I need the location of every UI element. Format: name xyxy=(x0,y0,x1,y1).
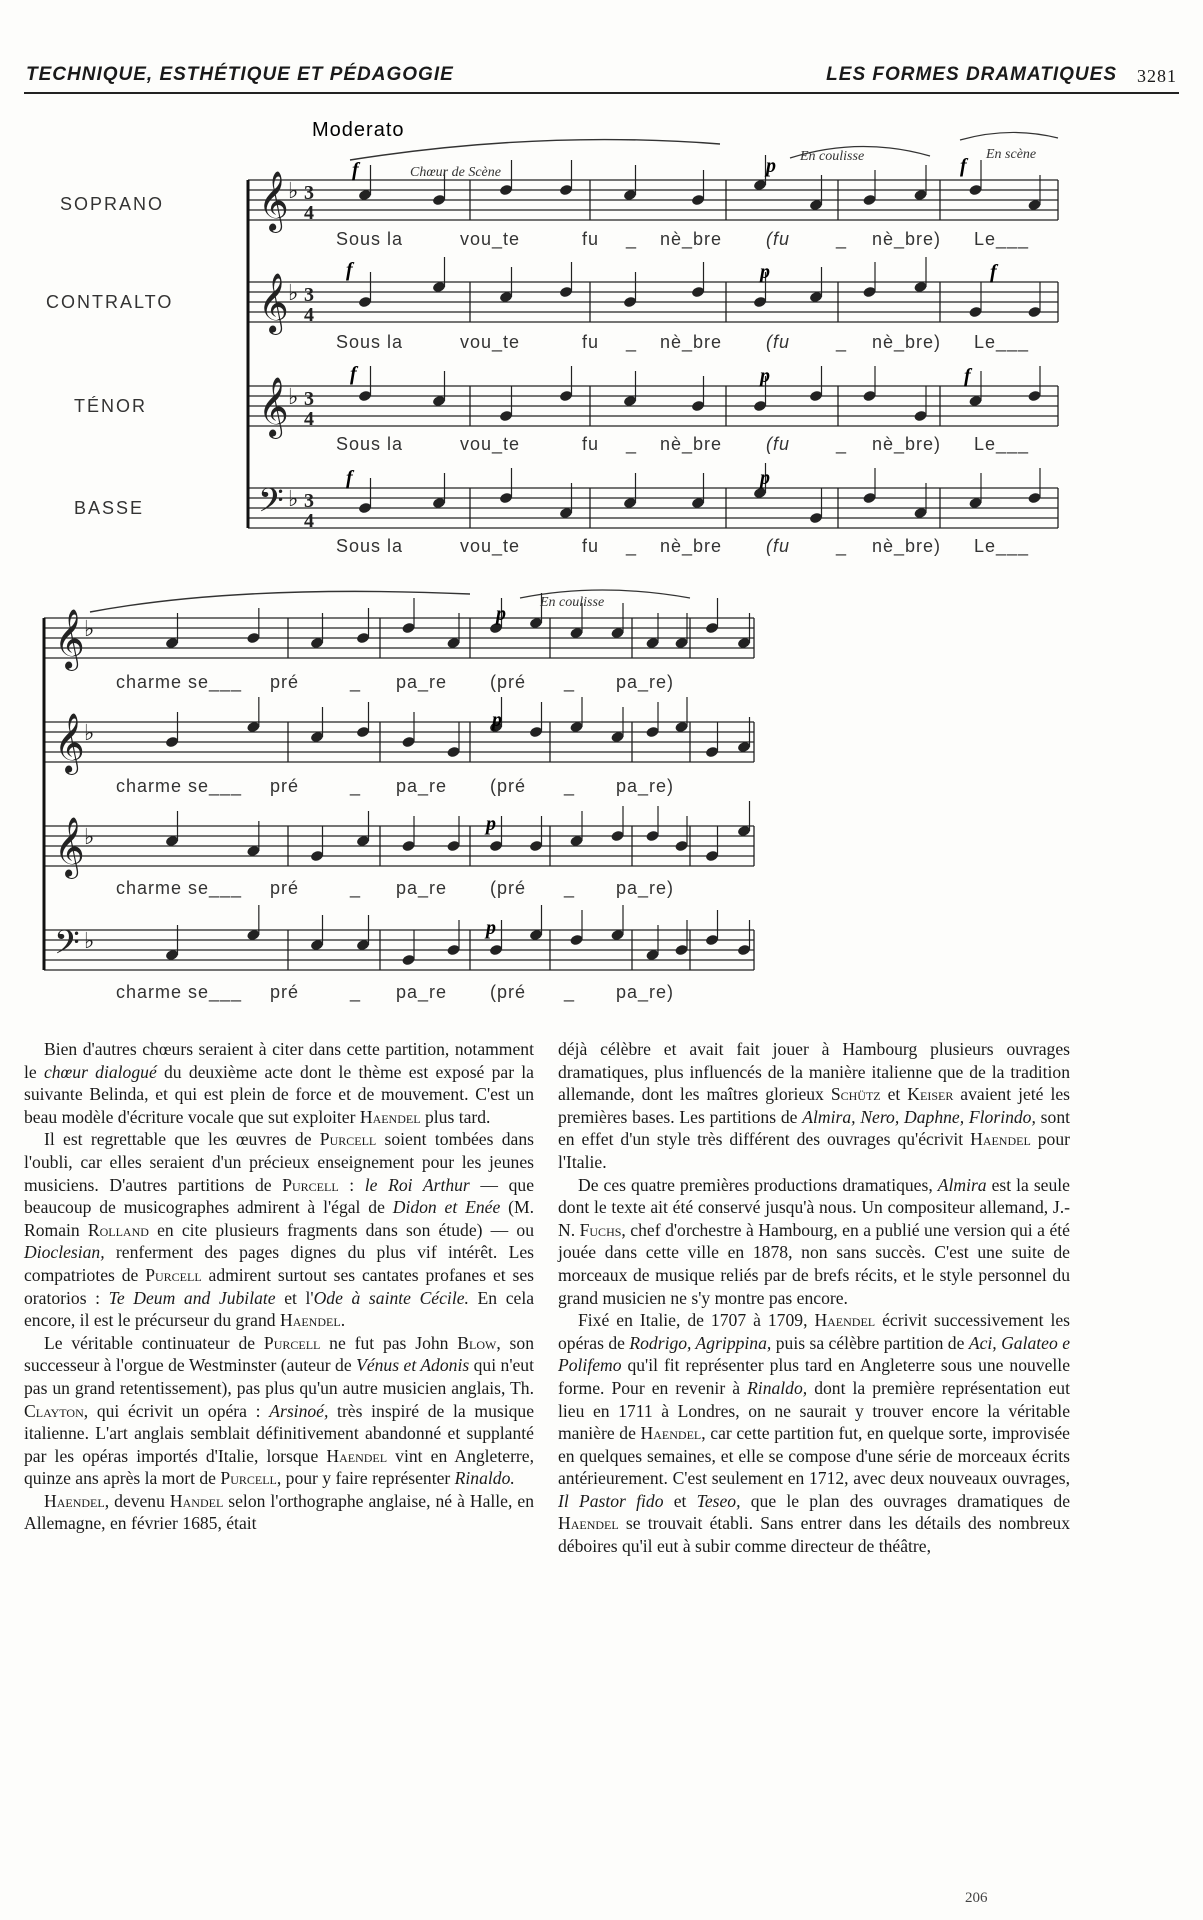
time-signature-top: 3 xyxy=(304,388,314,410)
lyric-syllable: Le___ xyxy=(974,332,1030,352)
lyric-syllable: _ xyxy=(836,536,848,556)
text-run: De ces quatre premières productions dramatiques, xyxy=(578,1174,938,1195)
text-run: Bien d'autres chœurs seraient à citer dans cette partition, notamment le xyxy=(24,1039,534,1082)
lyric-syllable: pa_re xyxy=(396,982,448,1002)
paragraph xyxy=(24,1128,534,1331)
text-run: Haendel xyxy=(279,1310,341,1331)
text-run: déjà célèbre et avait fait jouer à Hambourg plusieurs ouvrages dramatiques, plus influencés de la manière italienne que de la tradition allemande, dont les maîtres glorieux xyxy=(558,1039,1070,1105)
text-run: Schütz xyxy=(830,1084,881,1105)
header-left-title: TECHNIQUE, ESTHÉTIQUE ET PÉDAGOGIE xyxy=(26,64,454,85)
text-run: Purcell xyxy=(319,1129,377,1150)
paragraph xyxy=(24,1332,534,1490)
text-run: , devenu xyxy=(104,1490,170,1511)
lyric-syllable: fu xyxy=(582,229,600,249)
lyric-syllable: _ xyxy=(350,672,362,692)
lyric-syllable: charme se___ xyxy=(116,982,243,1002)
flat-icon: ♭ xyxy=(288,281,299,306)
left-column xyxy=(24,1038,534,1535)
text-run: , chef d'orchestre à Hambourg, en a publié une version qui a été jouée dans cette ville en 1878, non sans succès. C'est une suite de morceaux de musique reliés par de brefs récits, et le style personnel du grand musicien ne s'y montre pas encore. xyxy=(558,1219,1070,1308)
flat-icon: ♭ xyxy=(84,929,95,954)
text-run: ne fut pas John xyxy=(320,1332,458,1353)
text-run: écrivit successivement les opéras de xyxy=(558,1310,1070,1353)
text-run: et xyxy=(880,1084,908,1105)
voice-label-basse: BASSE xyxy=(74,498,145,518)
paragraph xyxy=(24,1038,534,1128)
treble-clef-icon: 𝄞 xyxy=(54,713,85,773)
text-run: avaient jeté les premières bases. Les partitions de xyxy=(558,1084,1071,1127)
lyric-syllable: pa_re) xyxy=(616,982,675,1002)
header-rule xyxy=(24,92,1179,94)
text-run: . xyxy=(340,1310,346,1331)
text-run: Fixé en Italie, de 1707 à 1709, xyxy=(578,1310,815,1331)
text-run: du deuxième acte dont le thème est exposé par la suivante Belinda, et qui est plein de force et de mouvement. C'est un beau modèle d'écriture vocale que sut exploiter xyxy=(24,1061,534,1127)
text-run: Arsinoé, xyxy=(269,1400,329,1421)
lyric-syllable: fu xyxy=(582,332,600,352)
lyric-syllable: Sous la xyxy=(336,229,404,249)
text-run: Te Deum and Jubilate xyxy=(108,1287,276,1308)
header-right-title: LES FORMES DRAMATIQUES xyxy=(826,64,1117,85)
time-signature-bottom: 4 xyxy=(304,510,314,532)
lyric-syllable: _ xyxy=(626,434,638,454)
dynamic-f2-contralto: f xyxy=(990,261,997,283)
text-run: plus tard. xyxy=(420,1106,491,1127)
flat-icon: ♭ xyxy=(84,825,95,850)
dynamic-p-soprano: p xyxy=(766,155,776,177)
lyric-syllable: Sous la xyxy=(336,536,404,556)
text-run: Almira, Nero, Daphne, Florindo, xyxy=(802,1106,1036,1127)
music-score xyxy=(0,100,1203,1020)
text-run: Haendel xyxy=(640,1423,702,1444)
lyric-syllable: pré xyxy=(270,982,300,1002)
text-run: Haendel xyxy=(359,1106,421,1127)
lyric-syllable: charme se___ xyxy=(116,776,243,796)
lyric-syllable: Le___ xyxy=(974,536,1030,556)
lyric-syllable: pré xyxy=(270,776,300,796)
slur-phrase xyxy=(350,140,720,160)
time-signature-top: 3 xyxy=(304,490,314,512)
text-run: Clayton xyxy=(24,1400,84,1421)
right-column xyxy=(558,1038,1070,1558)
lyric-syllable: _ xyxy=(350,982,362,1002)
text-run: Il Pastor fido xyxy=(558,1490,664,1511)
paragraph xyxy=(558,1309,1070,1558)
text-run: Haendel xyxy=(558,1513,619,1534)
running-header xyxy=(26,64,1177,92)
text-run: admirent surtout ses cantates profanes et ses oratorios : xyxy=(24,1264,535,1308)
lyric-syllable: _ xyxy=(626,536,638,556)
text-run: Rodrigo, Agrippina, xyxy=(629,1332,772,1353)
annotation-en-scene: En scène xyxy=(986,147,1037,162)
lyric-syllable: _ xyxy=(626,229,638,249)
text-run: Rinaldo. xyxy=(454,1468,515,1489)
page-number: 3281 xyxy=(1137,66,1177,86)
dynamic-p-sys2-tenor: p xyxy=(486,813,496,835)
text-run: puis sa célèbre partition de xyxy=(771,1332,969,1353)
lyric-syllable: pa_re xyxy=(396,776,448,796)
dynamic-f2-tenor: f xyxy=(964,365,971,387)
lyric-syllable: pa_re) xyxy=(616,878,675,898)
flat-icon: ♭ xyxy=(288,487,299,512)
lyric-syllable: vou_te xyxy=(460,229,521,249)
text-run: renferment des pages dignes du plus vif intérêt. Les compatriotes de xyxy=(24,1242,534,1285)
lyric-syllable: _ xyxy=(350,878,362,898)
annotation-en-coulisse-2: En coulisse xyxy=(540,595,605,610)
dynamic-p-sys2-basse: p xyxy=(486,917,496,939)
lyric-syllable: _ xyxy=(564,776,576,796)
time-signature-bottom: 4 xyxy=(304,202,314,224)
lyric-syllable: nè_bre) xyxy=(872,332,942,352)
lyric-syllable: _ xyxy=(836,434,848,454)
text-run: Almira xyxy=(937,1174,987,1195)
tempo-marking: Moderato xyxy=(312,119,405,141)
annotation-en-coulisse-1: En coulisse xyxy=(800,149,865,164)
lyric-syllable: fu xyxy=(582,434,600,454)
dynamic-f-basse: f xyxy=(346,467,353,489)
lyric-syllable: charme se___ xyxy=(116,672,243,692)
flat-icon: ♭ xyxy=(288,385,299,410)
text-run: et xyxy=(663,1490,697,1511)
treble-clef-icon: 𝄞 xyxy=(54,817,85,877)
text-run: Haendel xyxy=(326,1445,388,1466)
lyrics-layer xyxy=(116,229,1029,1003)
text-run: (M. Romain xyxy=(24,1197,535,1240)
text-run: Purcell xyxy=(145,1264,202,1285)
lyric-syllable: _ xyxy=(836,229,848,249)
text-run: en cite plusieurs fragments dans son étude) — ou xyxy=(148,1219,535,1240)
dynamic-p-basse: p xyxy=(760,467,770,489)
dynamic-p-contralto: p xyxy=(760,261,770,283)
text-run: Le véritable continuateur de xyxy=(44,1332,264,1353)
dynamic-f2-soprano: f xyxy=(960,155,967,177)
annotation-choeur-de-scene: Chœur de Scène xyxy=(410,165,501,180)
text-run: , qui écrivit un opéra : xyxy=(83,1400,270,1421)
flat-icon: ♭ xyxy=(84,721,95,746)
text-run: , car cette partition fut, en quelque sorte, improvisée en quelques semaines, et elle se compose d'une série de morceaux écrits antérieurement. C'est seulement en 1712, avec deux nouveaux ouvrages, xyxy=(558,1423,1070,1489)
voice-label-contralto: CONTRALTO xyxy=(46,292,174,312)
text-run: est la seule dont le texte ait été conservé jusqu'à nous. Un compositeur allemand, J.-N. xyxy=(558,1174,1070,1240)
time-signature-bottom: 4 xyxy=(304,304,314,326)
text-run: Purcell xyxy=(263,1332,321,1353)
text-run: vint en Angleterre, quinze ans après la mort de xyxy=(24,1445,534,1489)
text-run: Rolland xyxy=(87,1219,149,1240)
lyric-syllable: _ xyxy=(350,776,362,796)
text-run: soient tombées dans l'oubli, car elles seraient d'un précieux enseignement pour les jeunes musiciens. D'autres partitions de xyxy=(24,1129,534,1195)
text-run: Purcell xyxy=(220,1468,277,1489)
lyric-syllable: _ xyxy=(564,982,576,1002)
treble-clef-icon: 𝄞 xyxy=(258,377,289,437)
text-run: Rinaldo, xyxy=(747,1377,808,1398)
lyric-syllable: _ xyxy=(564,672,576,692)
lyric-syllable: _ xyxy=(626,332,638,352)
lyric-syllable: pa_re xyxy=(396,878,448,898)
text-run: Il est regrettable que les œuvres de xyxy=(44,1129,320,1150)
dynamic-p-sys2-soprano: p xyxy=(496,603,506,625)
dynamic-p-tenor: p xyxy=(760,365,770,387)
dynamic-f-soprano: f xyxy=(352,159,359,181)
lyric-syllable: vou_te xyxy=(460,536,521,556)
text-run: et l' xyxy=(275,1287,314,1308)
text-run: Haendel xyxy=(44,1490,105,1511)
lyric-syllable: (fu xyxy=(766,434,791,454)
text-run: le Roi Arthur xyxy=(364,1174,470,1195)
lyric-syllable: _ xyxy=(564,878,576,898)
lyric-syllable: (pré xyxy=(490,776,527,796)
time-signature-top: 3 xyxy=(304,182,314,204)
lyric-syllable: (fu xyxy=(766,536,791,556)
text-run: Keiser xyxy=(907,1084,954,1105)
lyric-syllable: vou_te xyxy=(460,434,521,454)
bass-clef-icon: 𝄢 xyxy=(258,482,284,528)
text-run: En cela encore, il est le précurseur du grand xyxy=(24,1287,535,1331)
lyric-syllable: Sous la xyxy=(336,332,404,352)
lyric-syllable: nè_bre xyxy=(660,229,723,249)
treble-clef-icon: 𝄞 xyxy=(258,273,289,333)
lyric-syllable: (fu xyxy=(766,229,791,249)
dynamic-f-tenor: f xyxy=(350,363,357,385)
text-run: sont en effet d'un style très différent des ouvrages qu'écrivit xyxy=(558,1106,1071,1150)
text-run: Haendel xyxy=(814,1310,876,1331)
text-run: qu'il fit représenter plus tard en Angleterre sous une nouvelle forme. Pour en revenir à xyxy=(558,1355,1070,1398)
lyric-syllable: vou_te xyxy=(460,332,521,352)
lyric-syllable: pa_re) xyxy=(616,776,675,796)
lyric-syllable: nè_bre xyxy=(660,434,723,454)
lyric-syllable: nè_bre) xyxy=(872,229,942,249)
text-run: — que beaucoup de musicographes admirent à l'égal de xyxy=(24,1174,535,1218)
text-run: , son successeur à l'orgue de Westminster (auteur de xyxy=(24,1332,534,1376)
lyric-syllable: Le___ xyxy=(974,229,1030,249)
paragraph xyxy=(24,1490,534,1535)
lyric-syllable: nè_bre xyxy=(660,536,723,556)
lyric-syllable: nè_bre) xyxy=(872,434,942,454)
text-run: Aci, Galateo e Polifemo xyxy=(558,1332,1071,1376)
text-run: Handel xyxy=(169,1490,224,1511)
lyric-syllable: fu xyxy=(582,536,600,556)
lyric-syllable: pré xyxy=(270,672,300,692)
lyric-syllable: (pré xyxy=(490,878,527,898)
text-run: Ode à sainte Cécile. xyxy=(313,1287,469,1308)
lyric-syllable: nè_bre) xyxy=(872,536,942,556)
lyric-syllable: (pré xyxy=(490,982,527,1002)
lyric-syllable: pa_re xyxy=(396,672,448,692)
paragraph xyxy=(558,1174,1070,1310)
text-run: Fuchs xyxy=(579,1219,622,1240)
lyric-syllable: Sous la xyxy=(336,434,404,454)
flat-icon: ♭ xyxy=(288,179,299,204)
voice-label-tenor: TÉNOR xyxy=(74,396,147,416)
text-run: , pour y faire représenter xyxy=(276,1468,455,1489)
lyric-syllable: nè_bre xyxy=(660,332,723,352)
score-notes xyxy=(165,155,1042,966)
text-run: Purcell xyxy=(282,1174,339,1195)
text-run: : xyxy=(338,1174,365,1195)
text-run: pour l'Italie. xyxy=(558,1129,1071,1172)
lyric-syllable: (fu xyxy=(766,332,791,352)
text-run: selon l'orthographe anglaise, né à Halle, en Allemagne, en février 1685, était xyxy=(24,1490,534,1534)
bass-clef-icon: 𝄢 xyxy=(54,924,80,970)
slur-phrase-2 xyxy=(90,591,470,612)
text-run: Vénus et Adonis xyxy=(356,1355,470,1376)
text-run: Teseo, xyxy=(696,1490,741,1511)
voice-label-soprano: SOPRANO xyxy=(60,194,165,214)
time-signature-bottom: 4 xyxy=(304,408,314,430)
lyric-syllable: Le___ xyxy=(974,434,1030,454)
text-run: que le plan des ouvrages dramatiques de xyxy=(740,1490,1071,1511)
time-signature-top: 3 xyxy=(304,284,314,306)
text-run: très inspiré de la musique italienne. L'art anglais semblait définitivement abandonné et supplanté par les opéras importés d'Italie, lorsque xyxy=(24,1400,535,1466)
flat-icon: ♭ xyxy=(84,617,95,642)
text-run: qui n'eut pas un grand retentissement), pas plus qu'un autre musicien anglais, Th. xyxy=(24,1355,534,1398)
paragraph xyxy=(558,1038,1070,1174)
treble-clef-icon: 𝄞 xyxy=(258,171,289,231)
text-run: Dioclesian, xyxy=(24,1242,105,1263)
text-run: se trouvait établi. Sans entrer dans les détails des nombreux déboires qu'il eut à subir comme directeur de théâtre, xyxy=(558,1513,1070,1557)
lyric-syllable: (pré xyxy=(490,672,527,692)
text-run: Haendel xyxy=(970,1129,1031,1150)
lyric-syllable: pa_re) xyxy=(616,672,675,692)
dynamic-f-contralto: f xyxy=(346,259,353,281)
text-run: dont la première représentation eut lieu en 1711 à Londres, on ne saurait y trouver encore la véritable manière de xyxy=(558,1377,1070,1444)
lyric-syllable: _ xyxy=(836,332,848,352)
lyric-syllable: charme se___ xyxy=(116,878,243,898)
lyric-syllable: pré xyxy=(270,878,300,898)
text-run: Blow xyxy=(457,1332,497,1353)
folio-number: 206 xyxy=(965,1890,988,1906)
dynamic-p-sys2-contralto: p xyxy=(492,709,502,731)
text-run: Didon et Enée xyxy=(392,1197,501,1218)
slur-scene xyxy=(960,132,1058,140)
treble-clef-icon: 𝄞 xyxy=(54,609,85,669)
text-run: chœur dialogué xyxy=(43,1061,157,1082)
